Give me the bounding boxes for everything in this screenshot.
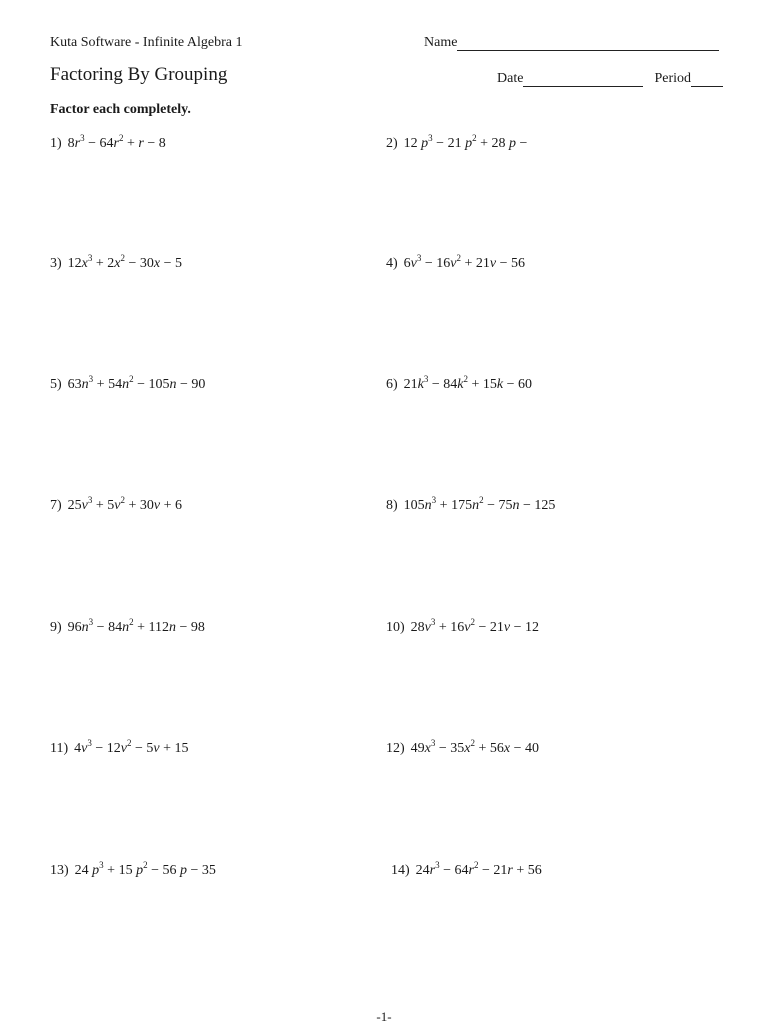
term-exponent: 2 — [473, 860, 479, 870]
problem-expression — [67, 253, 183, 271]
term-coefficient: + 2 — [92, 256, 115, 271]
term-coefficient: − 84 — [428, 377, 458, 392]
term-variable: n — [512, 498, 520, 513]
problem-8 — [386, 495, 556, 514]
term-coefficient: 24 — [74, 863, 93, 878]
term-exponent: 3 — [88, 617, 94, 627]
term-exponent: 3 — [423, 374, 429, 384]
term-exponent: 3 — [430, 617, 436, 627]
term-coefficient: − 35 — [186, 863, 216, 878]
term-coefficient: − 5 — [131, 741, 154, 756]
problem-9 — [50, 617, 205, 636]
problem-number: 3) — [50, 256, 62, 271]
term-variable: v — [464, 620, 471, 635]
term-variable: p — [179, 863, 187, 878]
term-exponent: 2 — [463, 374, 469, 384]
period-blank-line[interactable] — [691, 72, 723, 87]
problem-expression — [403, 253, 526, 271]
term-coefficient: + 175 — [436, 498, 473, 513]
problem-expression — [67, 617, 205, 635]
problem-number: 14) — [391, 863, 410, 878]
term-variable: k — [417, 377, 424, 392]
term-coefficient: − 12 — [91, 741, 121, 756]
term-variable: v — [489, 256, 497, 271]
term-coefficient: 4 — [74, 741, 82, 756]
date-blank-line[interactable] — [523, 72, 643, 87]
term-variable: r — [138, 136, 144, 151]
problem-4 — [386, 253, 526, 272]
term-exponent: 2 — [129, 374, 134, 384]
term-coefficient: − 5 — [160, 256, 183, 271]
problem-number: 10) — [386, 620, 405, 635]
problem-number: 2) — [386, 136, 398, 151]
page-number: -1- — [376, 1009, 392, 1024]
problem-12 — [386, 738, 540, 757]
term-exponent: 3 — [430, 738, 436, 748]
term-variable: r — [113, 136, 119, 151]
term-coefficient: − 60 — [503, 377, 533, 392]
term-coefficient: 25 — [67, 498, 82, 513]
term-coefficient: 63 — [67, 377, 82, 392]
term-variable: n — [424, 498, 432, 513]
term-coefficient: + 112 — [133, 620, 169, 635]
term-coefficient: − 84 — [93, 620, 123, 635]
problem-number: 9) — [50, 620, 62, 635]
term-coefficient: 24 — [415, 863, 430, 878]
problem-number: 6) — [386, 377, 398, 392]
term-variable: v — [81, 498, 88, 513]
term-coefficient: + 6 — [160, 498, 183, 513]
problem-11 — [50, 738, 189, 757]
term-variable: k — [457, 377, 464, 392]
problem-expression — [410, 617, 540, 635]
term-coefficient: + 54 — [93, 377, 123, 392]
term-coefficient: 12 — [403, 136, 422, 151]
term-exponent: 3 — [416, 253, 422, 263]
problem-expression — [74, 860, 216, 878]
term-coefficient: + 16 — [435, 620, 465, 635]
term-exponent: 3 — [87, 253, 93, 263]
term-variable: p — [421, 136, 429, 151]
term-variable: v — [450, 256, 457, 271]
term-coefficient: − 56 — [496, 256, 526, 271]
term-coefficient: − 64 — [439, 863, 469, 878]
instructions: Factor each completely. — [50, 102, 191, 117]
term-coefficient: + 15 — [103, 863, 137, 878]
term-variable: n — [122, 377, 130, 392]
term-coefficient: 21 — [403, 377, 418, 392]
term-variable: p — [92, 863, 100, 878]
name-label: Name — [424, 35, 458, 50]
term-coefficient: − 40 — [510, 741, 540, 756]
term-variable: v — [120, 741, 127, 756]
date-label: Date — [497, 71, 524, 86]
problem-number: 4) — [386, 256, 398, 271]
problem-expression — [415, 860, 542, 878]
term-exponent: 3 — [99, 860, 104, 870]
term-coefficient: 96 — [67, 620, 82, 635]
term-variable: n — [168, 620, 176, 635]
term-coefficient: + 56 — [512, 863, 542, 878]
term-coefficient: − 30 — [125, 256, 154, 271]
term-coefficient: 8 — [67, 136, 75, 151]
problem-expression — [67, 495, 183, 513]
date-period-fields — [497, 71, 723, 87]
term-coefficient: + 5 — [92, 498, 115, 513]
problem-2 — [386, 133, 528, 152]
term-coefficient: − 90 — [176, 377, 206, 392]
publisher-header: Kuta Software - Infinite Algebra 1 — [50, 35, 243, 50]
term-coefficient: + 30 — [125, 498, 154, 513]
term-variable: r — [468, 863, 474, 878]
term-variable: v — [153, 741, 160, 756]
term-coefficient: − — [515, 136, 528, 151]
term-variable: v — [503, 620, 511, 635]
term-variable: r — [429, 863, 436, 878]
term-variable: r — [507, 863, 513, 878]
term-coefficient: − 56 — [147, 863, 180, 878]
term-exponent: 2 — [472, 133, 477, 143]
problem-6 — [386, 374, 533, 393]
problem-number: 7) — [50, 498, 62, 513]
term-coefficient: + 28 — [476, 136, 509, 151]
term-exponent: 2 — [120, 495, 126, 505]
term-coefficient: − 16 — [421, 256, 451, 271]
problem-14 — [391, 860, 542, 879]
term-variable: p — [508, 136, 516, 151]
term-exponent: 2 — [479, 495, 484, 505]
term-coefficient: 12 — [67, 256, 82, 271]
problem-number: 13) — [50, 863, 69, 878]
term-coefficient: − 12 — [510, 620, 540, 635]
term-coefficient: − 35 — [435, 741, 465, 756]
term-variable: v — [424, 620, 431, 635]
problem-1 — [50, 133, 166, 152]
problem-expression — [410, 738, 540, 756]
term-variable: n — [81, 377, 89, 392]
term-coefficient: − 98 — [175, 620, 205, 635]
term-coefficient: 49 — [410, 741, 425, 756]
term-variable: n — [472, 498, 480, 513]
term-variable: x — [464, 741, 471, 756]
term-exponent: 2 — [470, 738, 476, 748]
term-coefficient: + — [123, 136, 139, 151]
term-exponent: 2 — [456, 253, 462, 263]
problem-10 — [386, 617, 540, 636]
term-coefficient: − 75 — [483, 498, 513, 513]
term-exponent: 2 — [127, 738, 132, 748]
term-variable: k — [496, 377, 504, 392]
term-variable: p — [136, 863, 144, 878]
term-exponent: 3 — [87, 738, 92, 748]
term-variable: n — [81, 620, 89, 635]
term-coefficient: − 125 — [519, 498, 556, 513]
term-coefficient: + 21 — [461, 256, 490, 271]
term-exponent: 2 — [129, 617, 134, 627]
name-field[interactable] — [424, 35, 719, 51]
name-blank-line[interactable] — [457, 36, 719, 51]
term-variable: x — [114, 256, 121, 271]
problem-expression — [67, 133, 166, 151]
term-coefficient: + 56 — [475, 741, 504, 756]
term-coefficient: − 21 — [475, 620, 504, 635]
term-variable: v — [114, 498, 121, 513]
problem-3 — [50, 253, 183, 272]
term-coefficient: 28 — [410, 620, 425, 635]
term-exponent: 3 — [428, 133, 433, 143]
problem-expression — [74, 738, 189, 756]
term-coefficient: − 21 — [478, 863, 508, 878]
problem-number: 11) — [50, 741, 69, 756]
term-coefficient: + 15 — [468, 377, 497, 392]
term-variable: x — [81, 256, 88, 271]
term-variable: n — [122, 620, 130, 635]
term-coefficient: 105 — [403, 498, 425, 513]
term-exponent: 2 — [470, 617, 476, 627]
term-coefficient: 6 — [403, 256, 411, 271]
term-coefficient: − 8 — [143, 136, 166, 151]
term-exponent: 2 — [118, 133, 124, 143]
problem-expression — [403, 133, 528, 151]
term-variable: r — [74, 136, 81, 151]
term-coefficient: + 15 — [159, 741, 189, 756]
problem-expression — [403, 374, 533, 392]
term-variable: v — [410, 256, 417, 271]
term-exponent: 2 — [143, 860, 148, 870]
term-variable: x — [153, 256, 161, 271]
term-variable: x — [503, 741, 511, 756]
problem-expression — [67, 374, 206, 392]
term-exponent: 3 — [87, 495, 93, 505]
problem-5 — [50, 374, 206, 393]
worksheet-title: Factoring By Grouping — [50, 64, 228, 85]
term-variable: v — [153, 498, 161, 513]
problem-13 — [50, 860, 216, 879]
term-coefficient: − 64 — [84, 136, 114, 151]
term-coefficient: − 105 — [133, 377, 170, 392]
term-variable: p — [465, 136, 473, 151]
term-variable: x — [424, 741, 431, 756]
problem-expression — [403, 495, 556, 513]
problem-7 — [50, 495, 183, 514]
term-exponent: 3 — [431, 495, 437, 505]
term-exponent: 3 — [80, 133, 85, 143]
problem-number: 1) — [50, 136, 62, 151]
term-variable: n — [169, 377, 177, 392]
term-exponent: 3 — [435, 860, 440, 870]
term-exponent: 2 — [120, 253, 126, 263]
term-coefficient: − 21 — [432, 136, 466, 151]
problem-number: 8) — [386, 498, 398, 513]
problem-number: 5) — [50, 377, 62, 392]
term-exponent: 3 — [88, 374, 94, 384]
problem-number: 12) — [386, 741, 405, 756]
term-variable: v — [81, 741, 88, 756]
period-label: Period — [654, 71, 691, 86]
